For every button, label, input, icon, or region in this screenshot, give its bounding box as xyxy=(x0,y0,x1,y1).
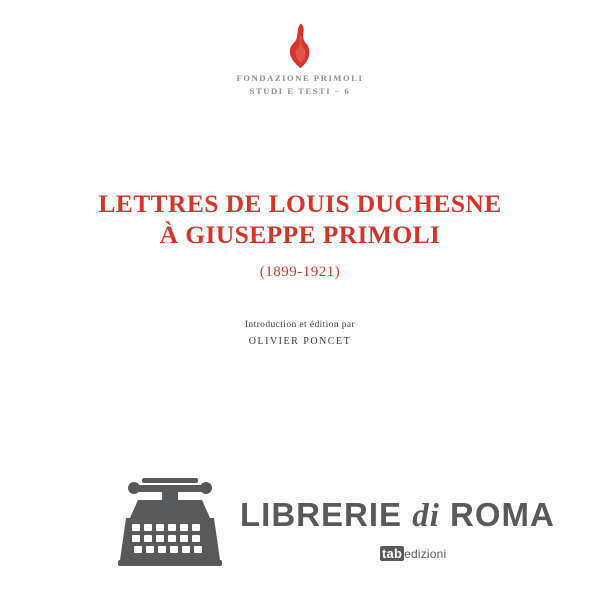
title-dates: (1899-1921) xyxy=(259,264,341,280)
page-title xyxy=(0,188,600,250)
title-line-2: À GIUSEPPE PRIMOLI xyxy=(159,220,441,249)
credit-editor-name: OLIVIER PONCET xyxy=(248,336,352,347)
series-line-2: STUDI E TESTI – 6 xyxy=(249,86,351,96)
watermark-brand-part3: ROMA xyxy=(450,496,555,533)
imprint-name: edizioni xyxy=(404,547,447,561)
publisher-mark xyxy=(0,22,600,98)
series-line-1: FONDAZIONE PRIMOLI xyxy=(236,73,364,83)
imprint-mark: tab xyxy=(382,546,403,561)
bookstore-watermark xyxy=(0,462,600,592)
watermark-brand-part1: LIBRERIE xyxy=(240,496,403,533)
title-line-1: LETTRES DE LOUIS DUCHESNE xyxy=(98,189,502,218)
credit-block xyxy=(0,318,600,352)
imprint-logo xyxy=(380,546,446,561)
title-block xyxy=(0,188,600,281)
watermark-brand xyxy=(240,496,555,535)
watermark-brand-part2: di xyxy=(412,498,440,534)
typewriter-icon xyxy=(112,474,228,570)
credit-intro: Introduction et édition par xyxy=(244,320,356,330)
flame-logo-icon xyxy=(282,22,318,72)
